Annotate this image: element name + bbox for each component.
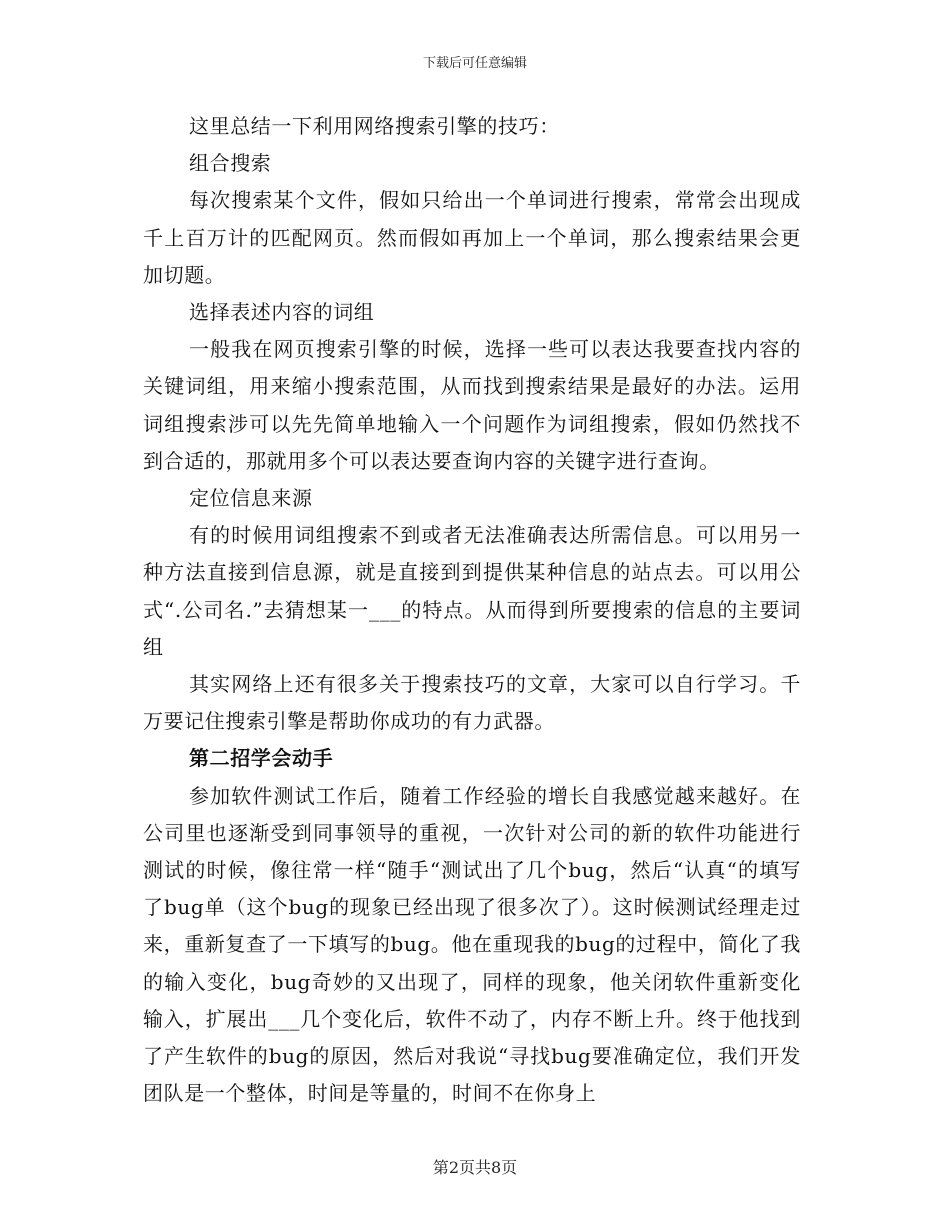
- paragraph: 有的时候用词组搜索不到或者无法准确表达所需信息。可以用另一种方法直接到信息源，就是直接到到提供某种信息的站点去。可以用公式“.公司名.”去猜想某一___的特点。从而得到所要搜索的信息的主要词组: [143, 523, 801, 659]
- paragraph: 参加软件测试工作后，随着工作经验的增长自我感觉越来越好。在公司里也逐渐受到同事领导的重视，一次针对公司的新的软件功能进行测试的时候，像往常一样“随手“测试出了几个bug，然后“认真“的填写了bug单（这个bug的现象已经出现了很多次了）。这时候测试经理走过来，重新复查了一下填写的bug。他在重现我的bug的过程中，简化了我的输入变化，bug奇妙的又出现了，同样的现象，他关闭软件重新变化输入，扩展出___几个变化后，软件不动了，内存不断上升。终于他找到了产生软件的bug的原因，然后对我说“寻找bug要准确定位，我们开发团队是一个整体，时间是等量的，时间不在你身上: [143, 783, 801, 1106]
- section-title: 组合搜索: [189, 151, 272, 176]
- page-header: 下载后可任意编辑: [422, 56, 527, 71]
- paragraph: 其实网络上还有很多关于搜索技巧的文章，大家可以自行学习。千万要记住搜索引擎是帮助你成功的有力武器。: [143, 672, 801, 734]
- section-title: 定位信息来源: [189, 486, 313, 511]
- paragraph: 每次搜索某个文件，假如只给出一个单词进行搜索，常常会出现成千上百万计的匹配网页。然而假如再加上一个单词，那么搜索结果会更加切题。: [143, 188, 801, 287]
- page-footer: 第2页共8页: [432, 1158, 518, 1177]
- document-body: [143, 108, 801, 1112]
- paragraph: 这里总结一下利用网络搜索引擎的技巧：: [189, 114, 560, 138]
- heading: 第二招学会动手: [189, 746, 334, 771]
- section-title: 选择表述内容的词组: [189, 300, 375, 325]
- paragraph: 一般我在网页搜索引擎的时候，选择一些可以表达我要查找内容的关键词组，用来缩小搜索范围，从而找到搜索结果是最好的办法。运用词组搜索涉可以先先简单地输入一个问题作为词组搜索，假如仍然找不到合适的，那就用多个可以表达要查询内容的关键字进行查询。: [143, 337, 801, 473]
